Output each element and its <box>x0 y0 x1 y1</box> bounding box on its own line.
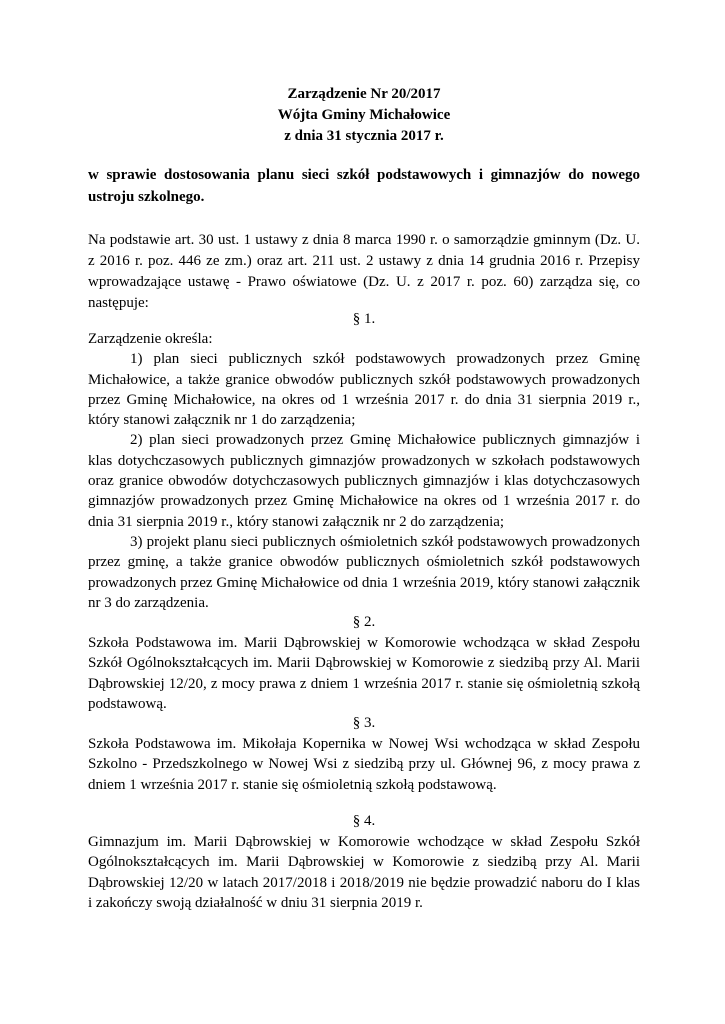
section-1-item-1: 1) plan sieci publicznych szkół podstawowych prowadzonych przez Gminę Michałowice, a także granice obwodów publicznych szkół podstawowych prowadzonych przez Gminę Michałowice, na okres od 1 września 2017 r. do dnia 31 sierpnia 2019 r., który stanowi załącznik nr 1 do zarządzenia; <box>88 351 640 429</box>
section-3-heading: § 3. <box>352 715 376 731</box>
section-2-heading: § 2. <box>352 614 376 630</box>
section-1-intro: Zarządzenie określa: <box>88 331 213 347</box>
section-1-heading: § 1. <box>352 311 376 327</box>
order-date: z dnia 31 stycznia 2017 r. <box>284 128 444 144</box>
section-1-body <box>88 329 640 613</box>
section-3-text: Szkoła Podstawowa im. Mikołaja Kopernika w Nowej Wsi wchodząca w skład Zespołu Szkolno - Przedszkolnego w Nowej Wsi z siedzibą przy ul. Głównej 96, z mocy prawa z dniem 1 września 2017 r. stanie się ośmioletnią szkołą podstawową. <box>88 736 640 793</box>
legal-basis: Na podstawie art. 30 ust. 1 ustawy z dnia 8 marca 1990 r. o samorządzie gminnym (Dz. U. z 2016 r. poz. 446 ze zm.) oraz art. 211 ust. 2 ustawy z dnia 14 grudnia 2016 r. Przepisy wprowadzające ustawę - Prawo oświatowe (Dz. U. z 2017 r. poz. 60) zarządza się, co następuje: <box>88 232 640 311</box>
section-1-item-2: 2) plan sieci prowadzonych przez Gminę Michałowice publicznych gimnazjów i klas dotychczasowych publicznych gimnazjów prowadzonych w szkołach podstawowych oraz granice obwodów dotychczasowych publicznych gimnazjów i klas dotychczasowych gimnazjów prowadzonych przez Gminę Michałowice na okres od 1 września 2017 r. do dnia 31 sierpnia 2019 r., który stanowi załącznik nr 2 do zarządzenia; <box>88 432 640 530</box>
document-header <box>88 84 640 147</box>
section-4-text: Gimnazjum im. Marii Dąbrowskiej w Komorowie wchodzące w skład Zespołu Szkół Ogólnokształcących im. Marii Dąbrowskiej w Komorowie z siedzibą przy Al. Marii Dąbrowskiej 12/20 w latach 2017/2018 i 2018/2019 nie będzie prowadzić naboru do I klas i zakończy swoją działalność w dniu 31 sierpnia 2019 r. <box>88 834 640 911</box>
section-4-heading: § 4. <box>352 813 376 829</box>
section-1-item-3: 3) projekt planu sieci publicznych ośmioletnich szkół podstawowych prowadzonych przez gminę, a także granice obwodów publicznych ośmioletnich szkół podstawowych prowadzonych przez Gminę Michałowice od dnia 1 września 2019, który stanowi załącznik nr 3 do zarządzenia. <box>88 533 640 611</box>
section-2-text: Szkoła Podstawowa im. Marii Dąbrowskiej w Komorowie wchodząca w skład Zespołu Szkół Ogólnokształcących im. Marii Dąbrowskiej w Komorowie z siedzibą przy Al. Marii Dąbrowskiej 12/20, z mocy prawa z dniem 1 września 2017 r. stanie się ośmioletnią szkołą podstawową. <box>88 635 640 712</box>
issuer: Wójta Gminy Michałowice <box>277 107 451 123</box>
order-number: Zarządzenie Nr 20/2017 <box>287 86 441 102</box>
order-subject: w sprawie dostosowania planu sieci szkół podstawowych i gimnazjów do nowego ustroju szkolnego. <box>88 167 640 205</box>
